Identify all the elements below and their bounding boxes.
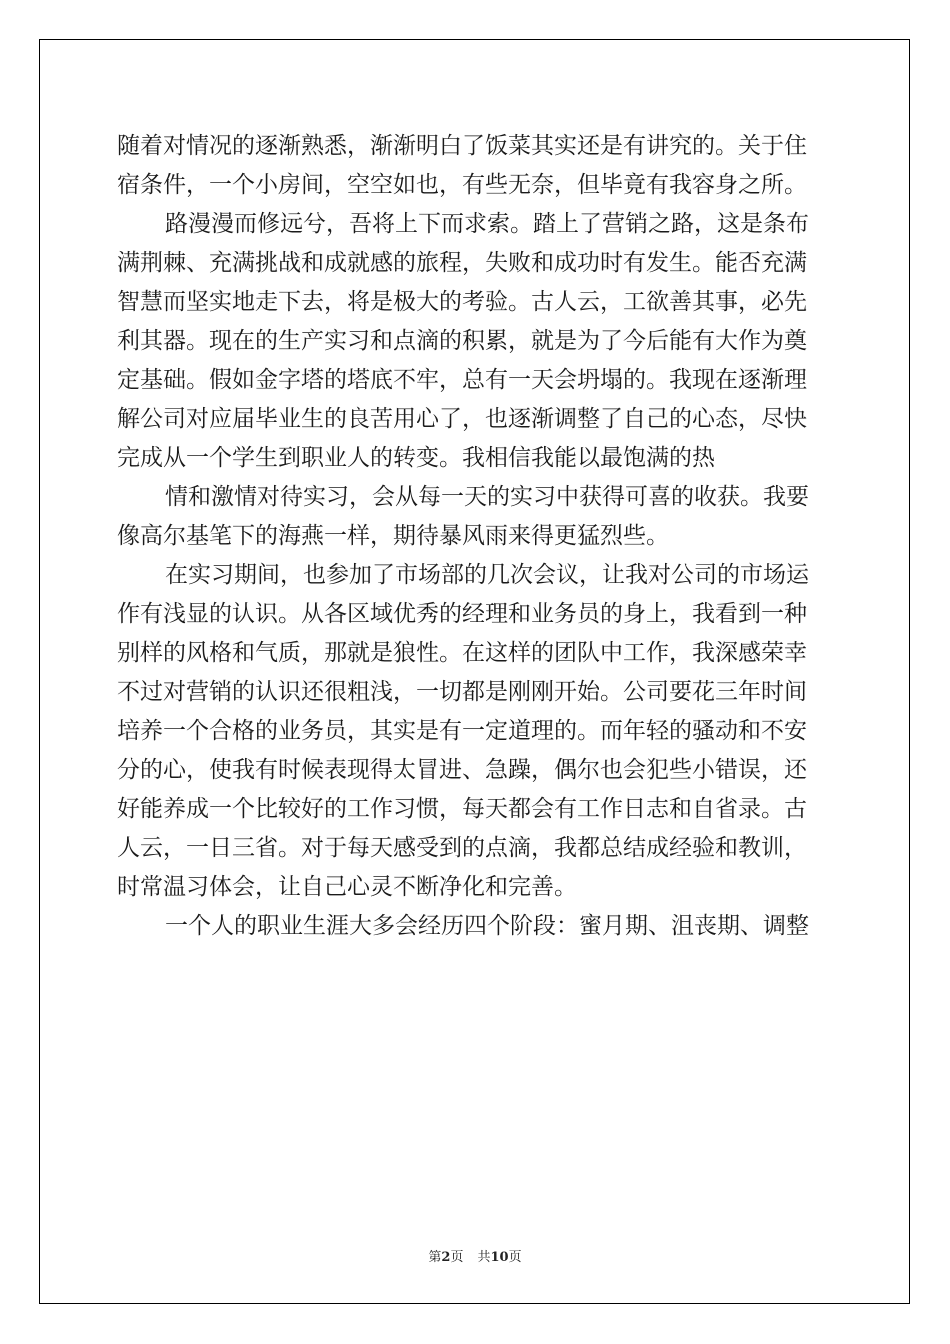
page-number-suffix: 页 xyxy=(450,1250,464,1265)
text-line: 好能养成一个比较好的工作习惯，每天都会有工作日志和自省录。古 xyxy=(117,796,807,822)
document-body xyxy=(117,127,837,946)
page-number-current: 2 xyxy=(441,1250,451,1265)
text-line: 满荆棘、充满挑战和成就感的旅程，失败和成功时有发生。能否充满 xyxy=(117,250,807,276)
text-line: 作有浅显的认识。从各区域优秀的经理和业务员的身上，我看到一种 xyxy=(117,601,807,627)
text-line: 情和激情对待实习，会从每一天的实习中获得可喜的收获。我要 xyxy=(165,484,809,510)
text-line: 智慧而坚实地走下去，将是极大的考验。古人云，工欲善其事，必先 xyxy=(117,289,807,315)
page-footer xyxy=(0,1246,950,1265)
text-line: 解公司对应届毕业生的良苦用心了，也逐渐调整了自己的心态，尽快 xyxy=(117,406,807,432)
page-total: 10 xyxy=(490,1250,509,1265)
page-total-prefix: 共 xyxy=(477,1250,491,1265)
text-line: 定基础。假如金字塔的塔底不牢，总有一天会坍塌的。我现在逐渐理 xyxy=(117,367,807,393)
text-line: 分的心，使我有时候表现得太冒进、急躁，偶尔也会犯些小错误，还 xyxy=(117,757,807,783)
text-line: 培养一个合格的业务员，其实是有一定道理的。而年轻的骚动和不安 xyxy=(117,718,807,744)
text-line: 不过对营销的认识还很粗浅，一切都是刚刚开始。公司要花三年时间 xyxy=(117,679,807,705)
text-line: 路漫漫而修远兮，吾将上下而求索。踏上了营销之路，这是条布 xyxy=(165,211,809,237)
text-line: 随着对情况的逐渐熟悉，渐渐明白了饭菜其实还是有讲究的。关于住 xyxy=(117,133,807,159)
page-number-prefix: 第 xyxy=(428,1250,442,1265)
text-line: 一个人的职业生涯大多会经历四个阶段：蜜月期、沮丧期、调整 xyxy=(165,913,809,939)
text-line: 在实习期间，也参加了市场部的几次会议，让我对公司的市场运 xyxy=(165,562,809,588)
text-line: 人云，一日三省。对于每天感受到的点滴，我都总结成经验和教训， xyxy=(117,835,807,861)
page-total-suffix: 页 xyxy=(508,1250,522,1265)
text-line: 利其器。现在的生产实习和点滴的积累，就是为了今后能有大作为奠 xyxy=(117,328,807,354)
text-line: 宿条件，一个小房间，空空如也，有些无奈，但毕竟有我容身之所。 xyxy=(117,172,807,198)
text-line: 时常温习体会，让自己心灵不断净化和完善。 xyxy=(117,874,577,900)
text-line: 像高尔基笔下的海燕一样，期待暴风雨来得更猛烈些。 xyxy=(117,523,669,549)
text-line: 别样的风格和气质，那就是狼性。在这样的团队中工作，我深感荣幸 xyxy=(117,640,807,666)
text-line: 完成从一个学生到职业人的转变。我相信我能以最饱满的热 xyxy=(117,445,715,471)
